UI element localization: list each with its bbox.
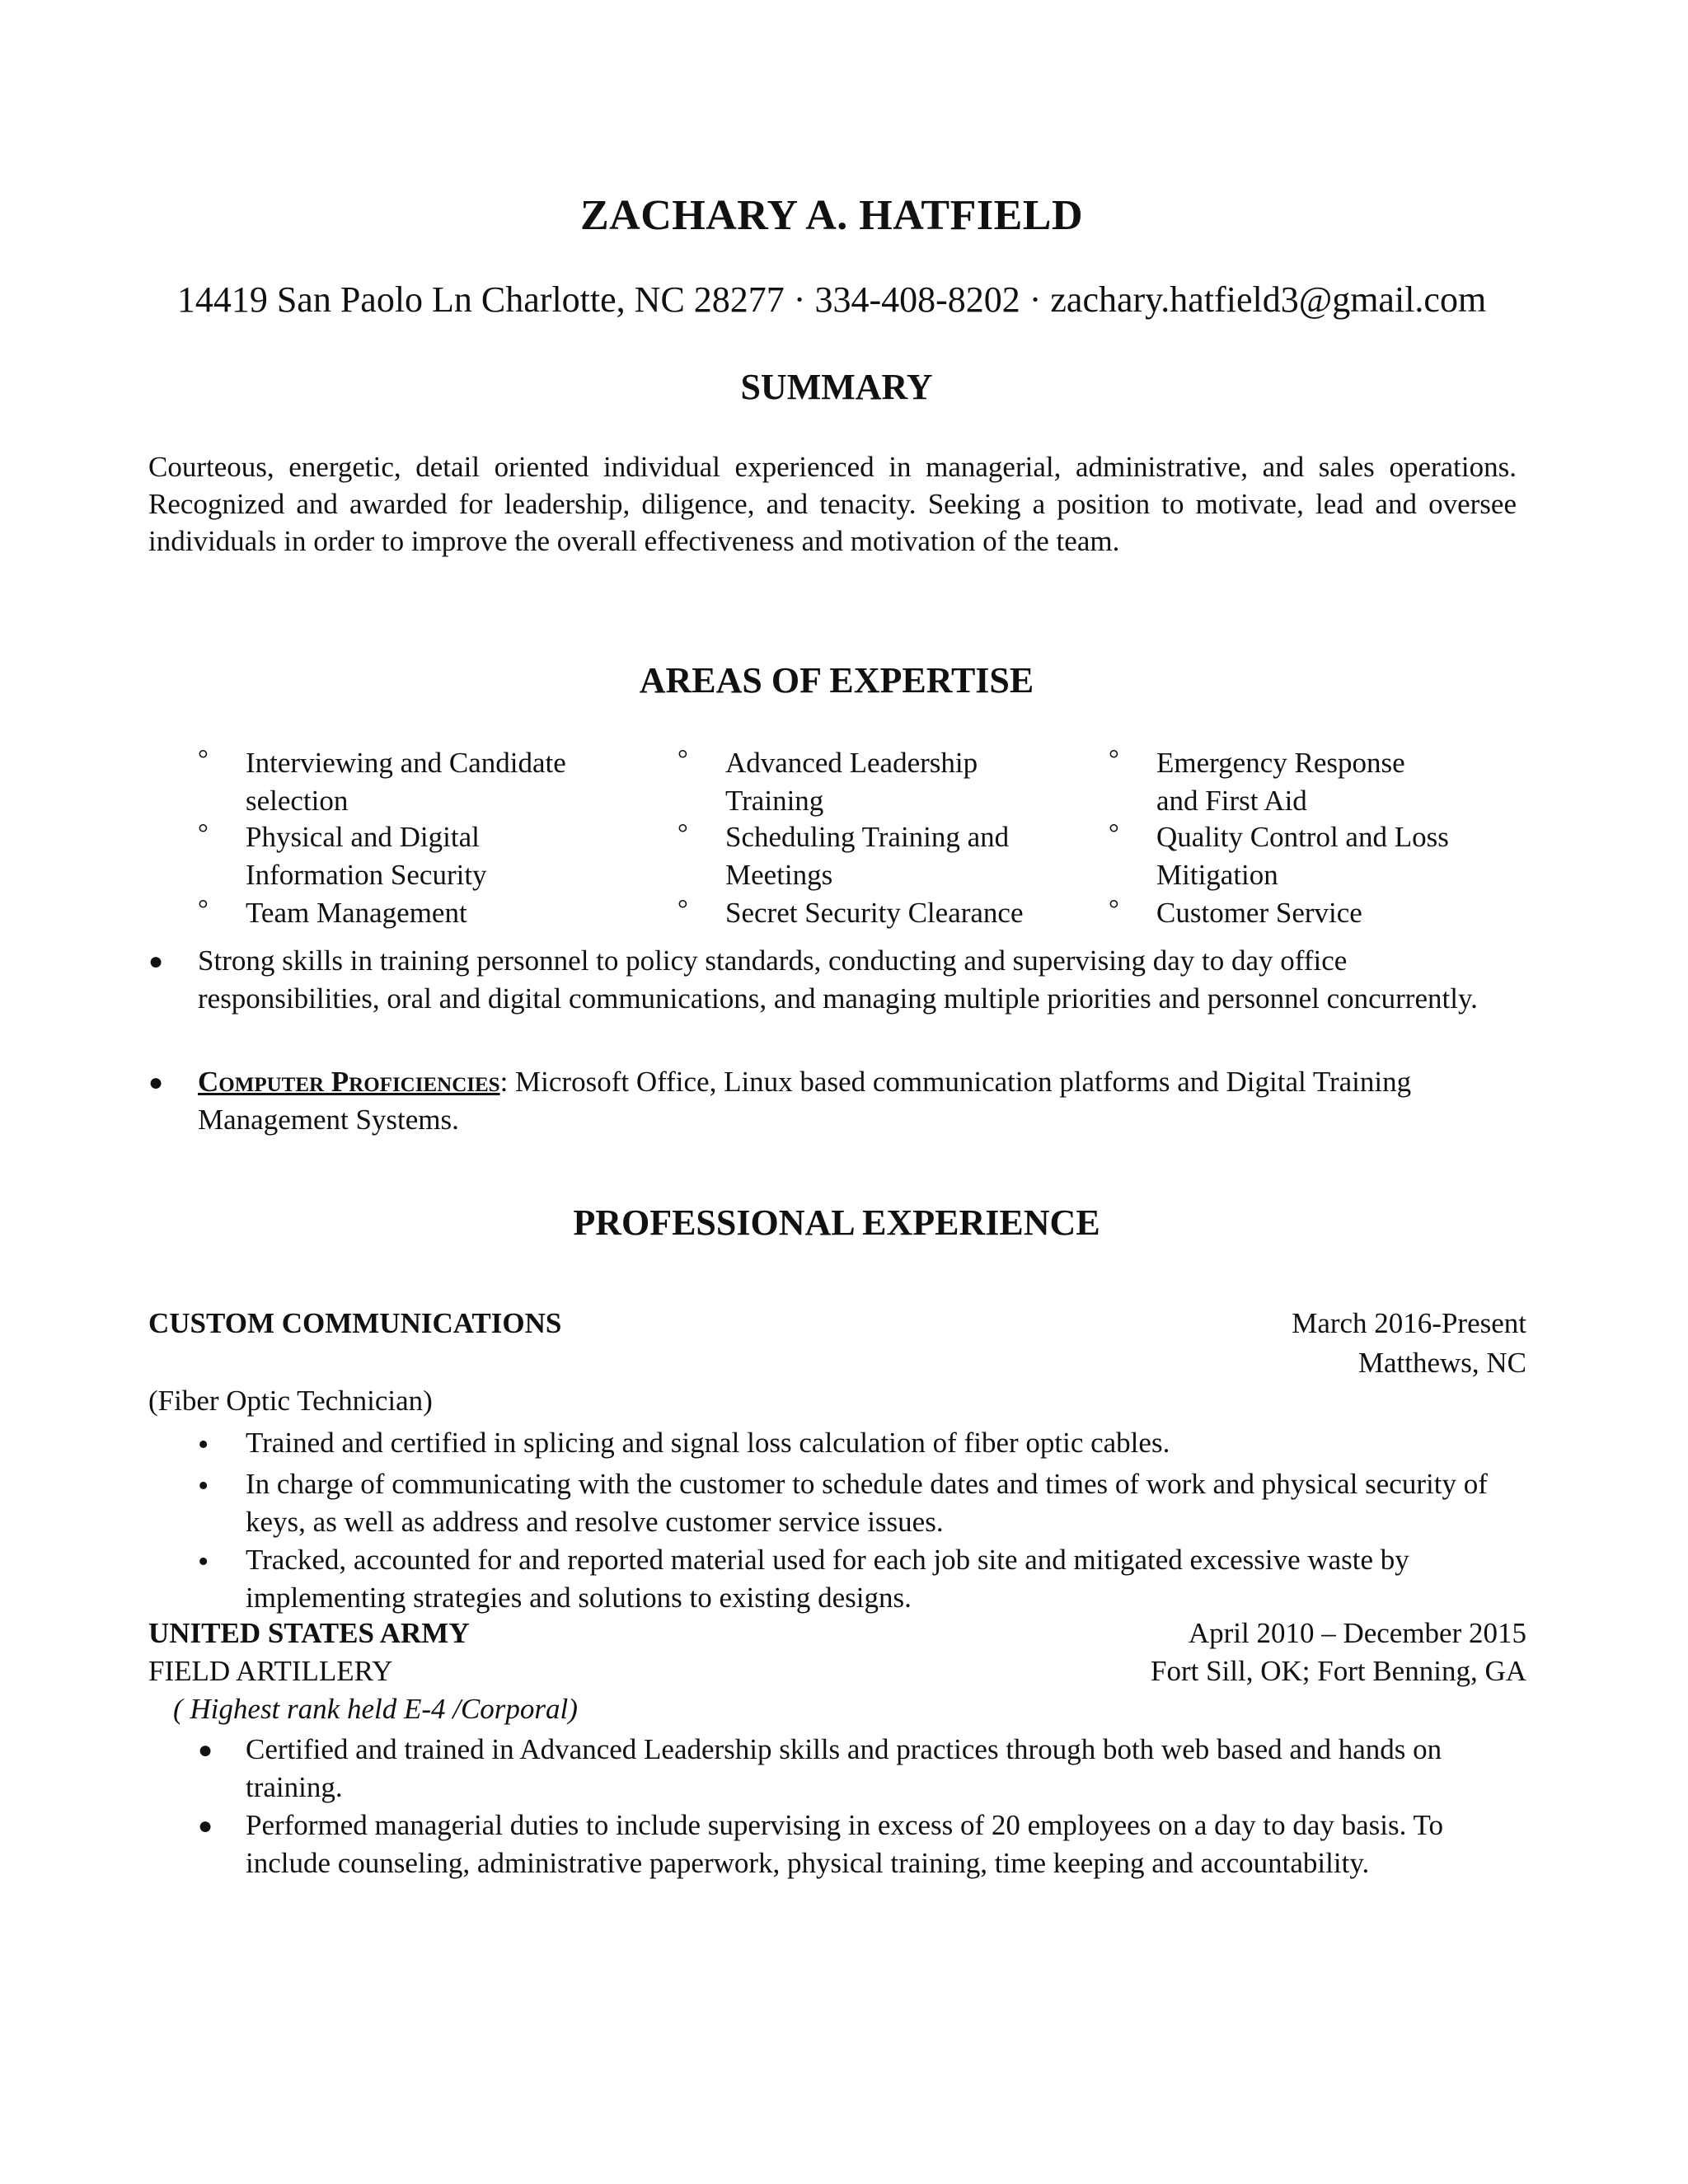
degree-marker-icon: ° — [678, 743, 688, 773]
expertise-item: ° Emergency Response and First Aid — [1109, 744, 1504, 820]
expertise-item: ° Secret Security Clearance — [678, 894, 1073, 932]
bullet-icon: • — [198, 1469, 209, 1503]
skills-text: Strong skills in training personnel to policy standards, conducting and supervising day to day office responsibilities, oral and digital communications, and managing multiple priorities and personnel concurrently. — [198, 944, 1478, 1015]
skills-bullet — [148, 942, 1517, 1057]
bullet-icon: • — [198, 1544, 209, 1579]
degree-marker-icon: ° — [678, 818, 688, 847]
bullet-icon: • — [198, 1427, 209, 1462]
computer-proficiencies-text — [198, 1063, 1517, 1139]
job-bullet: • In charge of communicating with the customer to schedule dates and times of work and physical security of keys, as well as address and resolve customer service issues. — [198, 1468, 1488, 1538]
experience-heading: PROFESSIONAL EXPERIENCE — [573, 1202, 1100, 1243]
expertise-item: ° Quality Control and Loss Mitigation — [1109, 818, 1504, 894]
degree-marker-icon: ° — [1109, 893, 1119, 923]
degree-marker-icon: ° — [198, 743, 209, 773]
degree-marker-icon: ° — [198, 893, 209, 923]
expertise-heading: AREAS OF EXPERTISE — [639, 660, 1034, 701]
bullet-icon: ● — [198, 1736, 213, 1764]
expertise-item: ° Interviewing and Candidate selection — [198, 744, 626, 820]
job-company: CUSTOM COMMUNICATIONS — [148, 1307, 562, 1339]
expertise-item: ° Physical and Digital Information Security — [198, 818, 626, 894]
job-role: (Fiber Optic Technician) — [148, 1385, 433, 1417]
job-division: FIELD ARTILLERY — [148, 1655, 393, 1687]
contact-line: 14419 San Paolo Ln Charlotte, NC 28277 · 334-408-8202 · zachary.hatfield3@gmail.com — [176, 279, 1487, 320]
job-role: ( Highest rank held E-4 /Corporal) — [173, 1693, 578, 1725]
degree-marker-icon: ° — [1109, 818, 1119, 847]
computer-proficiencies-list: : Microsoft Office, Linux based communication platforms and Digital Training Management Systems. — [198, 1066, 1412, 1136]
job-bullet: ● Performed managerial duties to include supervising in excess of 20 employees on a day to day basis. To include counseling, administrative paperwork, physical training, time keeping and accountability. — [198, 1809, 1443, 1879]
job-location: Fort Sill, OK; Fort Benning, GA — [1150, 1655, 1526, 1687]
job-dates: March 2016-Present — [1292, 1307, 1526, 1339]
job-company: UNITED STATES ARMY — [148, 1617, 470, 1649]
expertise-item: ° Team Management — [198, 894, 626, 932]
job-bullet: • Tracked, accounted for and reported material used for each job site and mitigated excessive waste by implementing strategies and solutions to existing designs. — [198, 1544, 1409, 1614]
degree-marker-icon: ° — [1109, 743, 1119, 773]
job-dates: April 2010 – December 2015 — [1188, 1617, 1526, 1649]
job-bullet: ● Certified and trained in Advanced Leadership skills and practices through both web based and hands on training. — [198, 1733, 1442, 1803]
expertise-item: ° Customer Service — [1109, 894, 1504, 932]
bullet-icon: ● — [148, 1069, 164, 1096]
computer-proficiencies-label: Computer Proficiencies — [198, 1066, 500, 1098]
candidate-name: ZACHARY A. HATFIELD — [579, 192, 1084, 239]
summary-heading: SUMMARY — [740, 367, 933, 407]
degree-marker-icon: ° — [678, 893, 688, 923]
job-location: Matthews, NC — [1357, 1347, 1526, 1379]
summary-text: Courteous, energetic, detail oriented individual experienced in managerial, administrative, and sales operations. Recognized and awarded for leadership, diligence, and tenacity. Seeking a position to motivate, lead and oversee individuals in order to improve the overall effectiveness and motivation of the team. — [148, 451, 1517, 557]
degree-marker-icon: ° — [198, 818, 209, 847]
bullet-icon: ● — [148, 948, 164, 975]
computer-proficiencies-bullet — [148, 1063, 1517, 1139]
expertise-item: ° Advanced Leadership Training — [678, 744, 1073, 820]
bullet-icon: ● — [198, 1812, 213, 1840]
expertise-item: ° Scheduling Training and Meetings — [678, 818, 1073, 894]
job-bullet: • Trained and certified in splicing and signal loss calculation of fiber optic cables. — [198, 1427, 1170, 1462]
